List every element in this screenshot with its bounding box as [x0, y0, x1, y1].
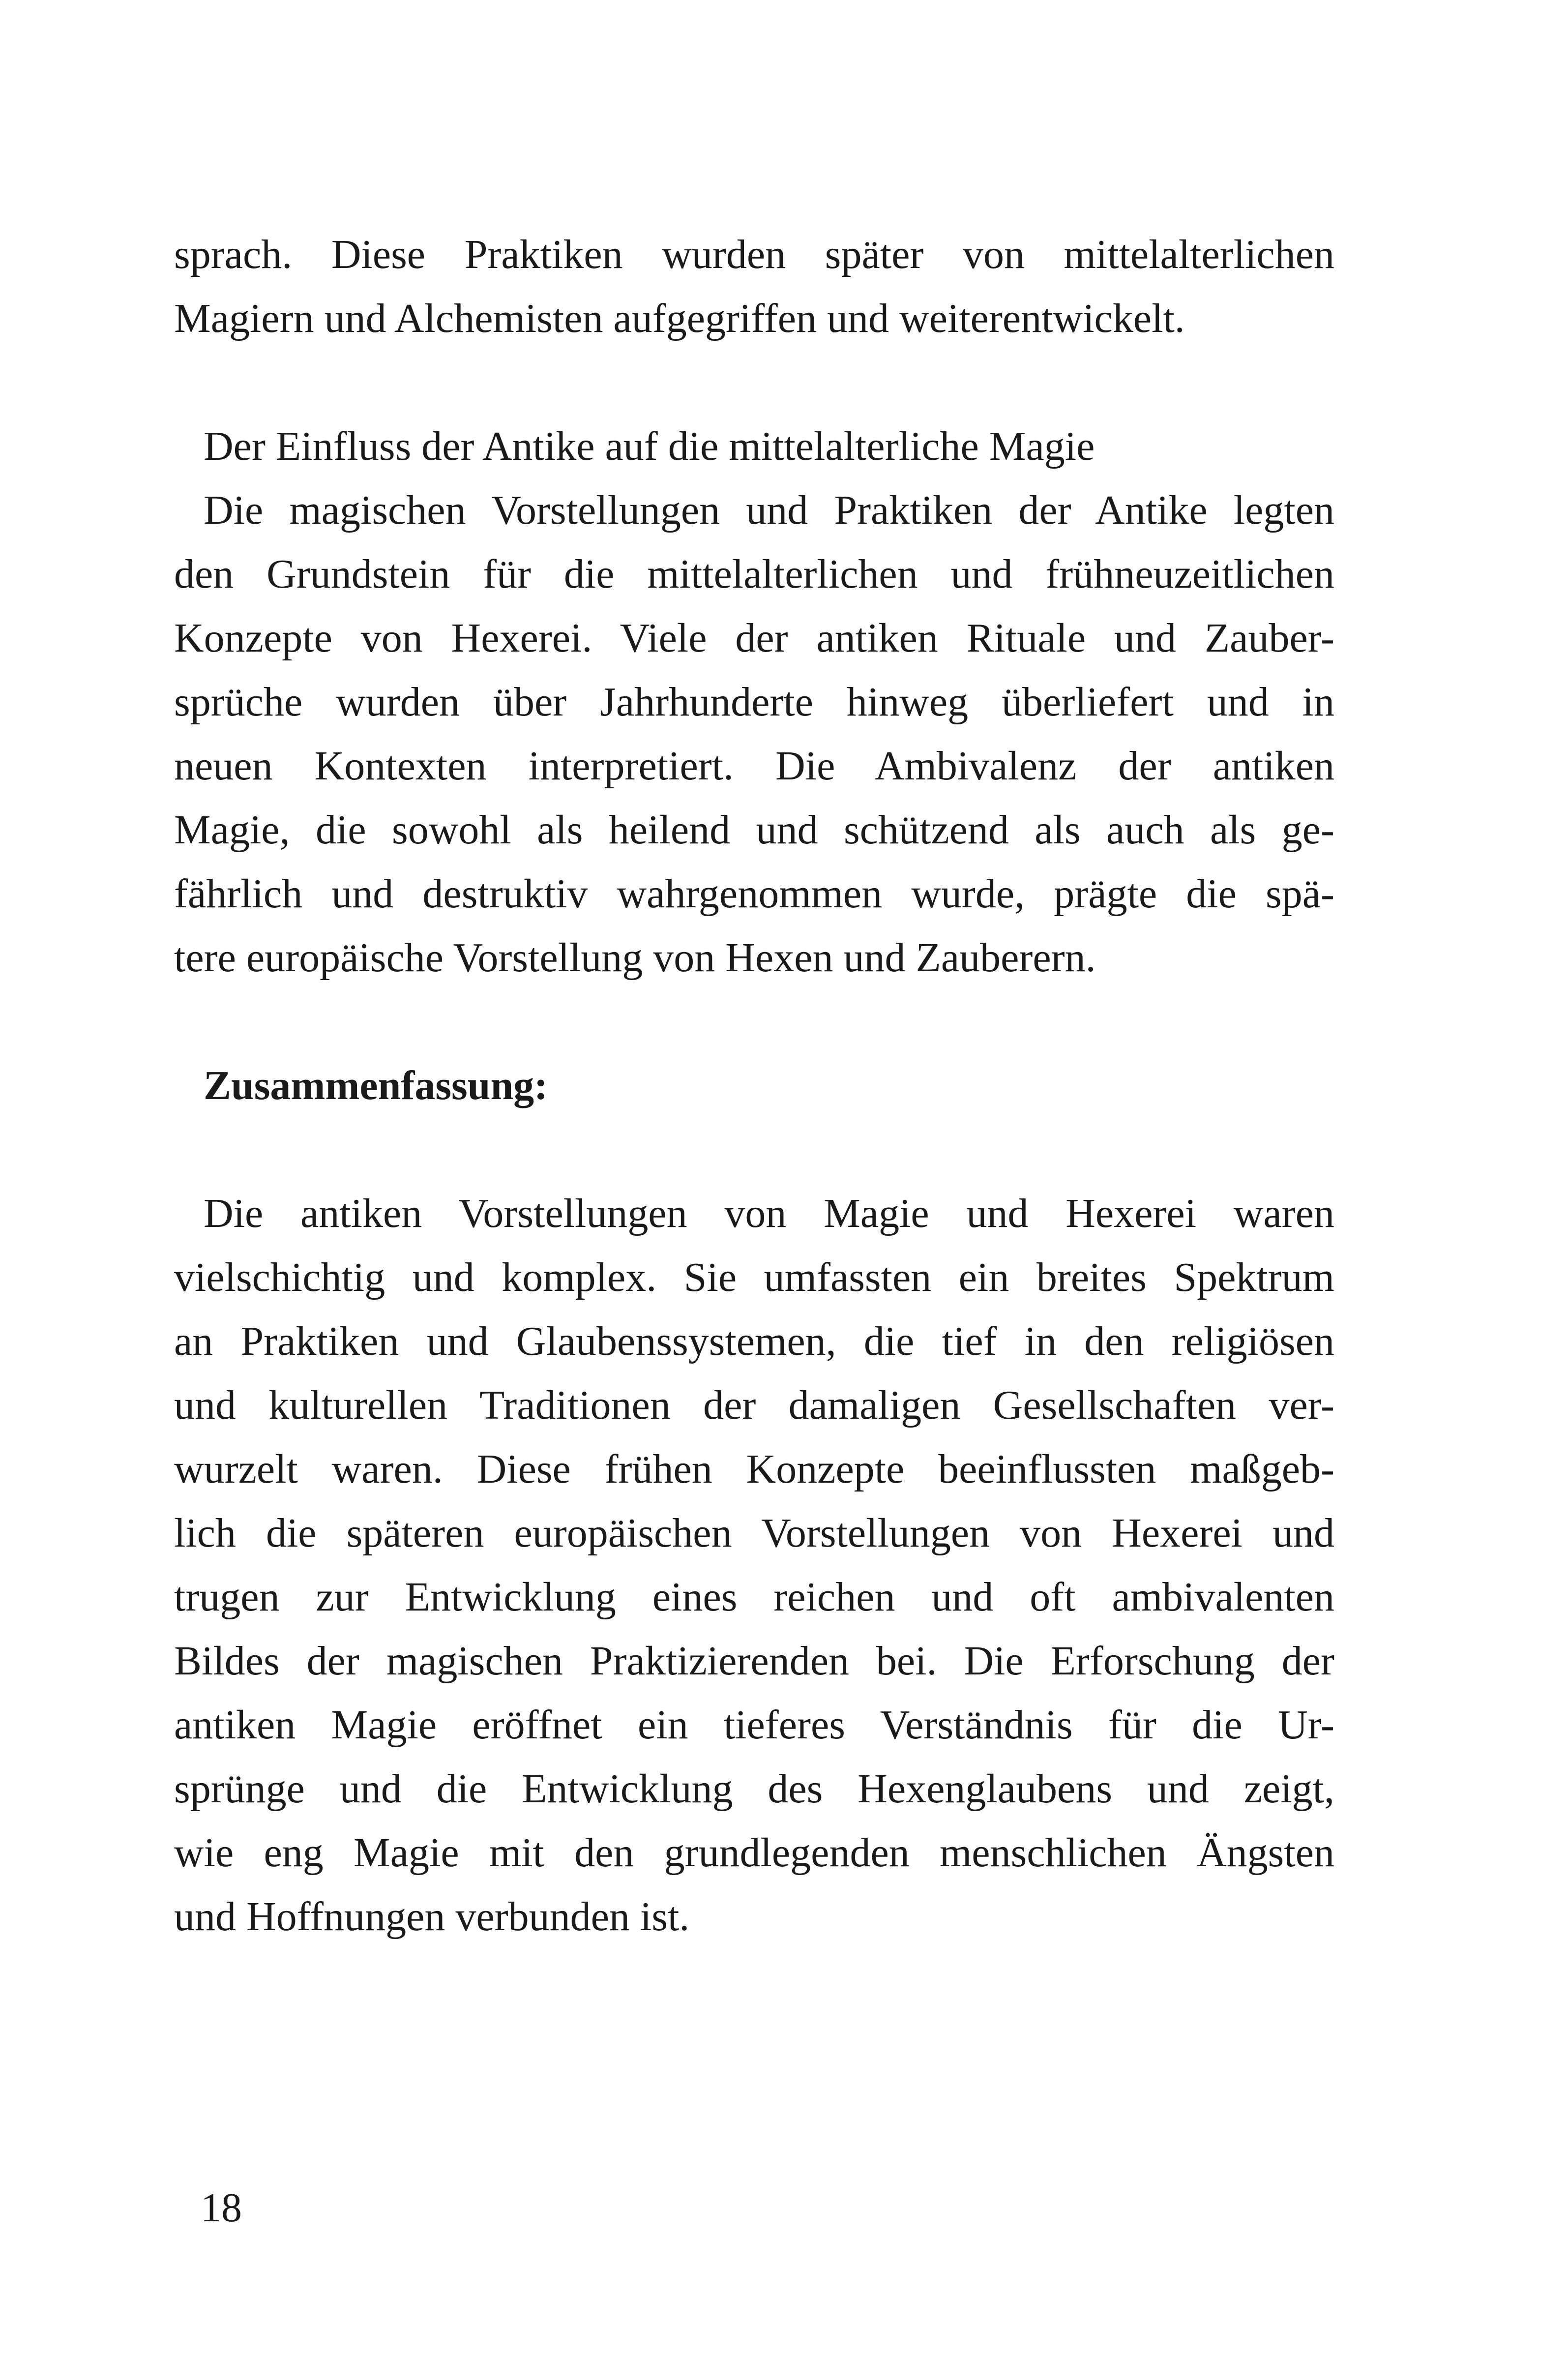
paragraph-line: Bildes der magischen Praktizierenden bei. Die Erforschung der: [174, 1638, 1334, 1684]
paragraph-line: antiken Magie eröffnet ein tieferes Verständnis für die Ur-: [174, 1702, 1334, 1748]
paragraph-line: wurzelt waren. Diese frühen Konzepte beeinflussten maßgeb-: [174, 1446, 1334, 1492]
paragraph-line: fährlich und destruktiv wahrgenommen wurde, prägte die spä-: [174, 871, 1334, 917]
paragraph-line: Die magischen Vorstellungen und Praktiken der Antike legten: [204, 487, 1334, 533]
paragraph-line: und Hoffnungen verbunden ist.: [174, 1894, 690, 1940]
section-heading: Zusammenfassung:: [204, 1063, 548, 1108]
page-number: 18: [201, 2185, 242, 2231]
paragraph-line: sprüche wurden über Jahrhunderte hinweg überliefert und in: [174, 679, 1334, 725]
paragraph-line: an Praktiken und Glaubenssystemen, die tief in den religiösen: [174, 1318, 1334, 1364]
paragraph-line: sprach. Diese Praktiken wurden später von mittelalterlichen: [174, 232, 1334, 277]
paragraph-line: Magiern und Alchemisten aufgegriffen und weiterentwickelt.: [174, 296, 1185, 341]
paragraph-line: sprünge und die Entwicklung des Hexenglaubens und zeigt,: [174, 1766, 1334, 1812]
paragraph-line: wie eng Magie mit den grundlegenden menschlichen Ängsten: [174, 1830, 1334, 1876]
paragraph-line: tere europäische Vorstellung von Hexen und Zauberern.: [174, 935, 1096, 981]
paragraph-line: Konzepte von Hexerei. Viele der antiken Rituale und Zauber-: [174, 615, 1334, 661]
paragraph-line: Die antiken Vorstellungen von Magie und Hexerei waren: [204, 1191, 1334, 1236]
paragraph-line: trugen zur Entwicklung eines reichen und oft ambivalenten: [174, 1574, 1334, 1620]
paragraph-line: vielschichtig und komplex. Sie umfassten ein breites Spektrum: [174, 1254, 1334, 1300]
paragraph-line: Magie, die sowohl als heilend und schützend als auch als ge-: [174, 807, 1334, 853]
subheading: Der Einfluss der Antike auf die mittelalterliche Magie: [204, 423, 1095, 469]
paragraph-line: den Grundstein für die mittelalterlichen und frühneuzeitlichen: [174, 551, 1334, 597]
paragraph-line: und kulturellen Traditionen der damaligen Gesellschaften ver-: [174, 1382, 1334, 1428]
paragraph-line: neuen Kontexten interpretiert. Die Ambivalenz der antiken: [174, 743, 1334, 789]
paragraph-line: lich die späteren europäischen Vorstellungen von Hexerei und: [174, 1510, 1334, 1556]
